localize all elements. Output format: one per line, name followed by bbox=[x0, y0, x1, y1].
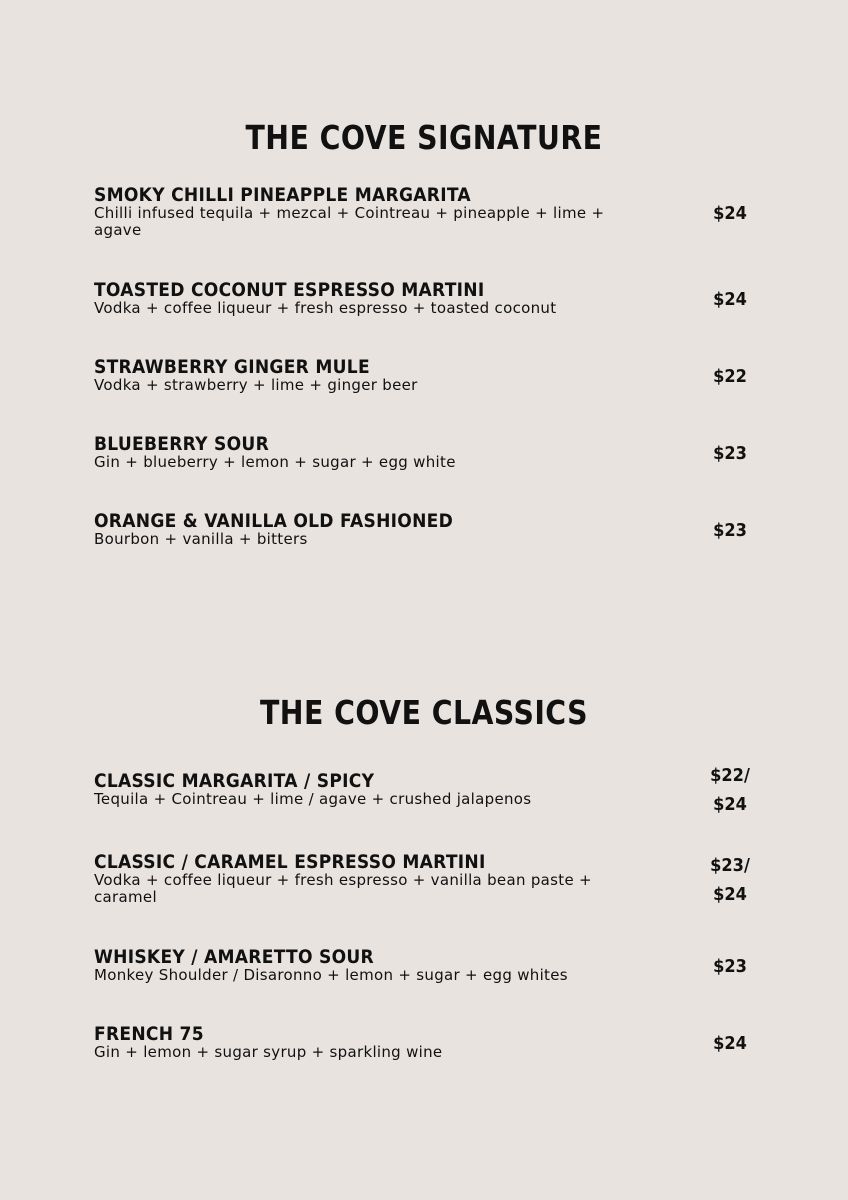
item-price bbox=[703, 851, 757, 909]
item-price: $23 bbox=[713, 520, 747, 541]
item-price: $23 bbox=[713, 443, 747, 464]
item-name: TOASTED COCONUT ESPRESSO MARTINI bbox=[94, 279, 485, 301]
item-name: SMOKY CHILLI PINEAPPLE MARGARITA bbox=[94, 184, 471, 206]
item-price: $23 bbox=[713, 956, 747, 977]
item-description: Monkey Shoulder / Disaronno + lemon + sugar + egg whites bbox=[94, 966, 568, 984]
item-description: Tequila + Cointreau + lime / agave + crushed jalapenos bbox=[94, 790, 532, 808]
section-title-signature: THE COVE SIGNATURE bbox=[245, 118, 603, 157]
item-description: Bourbon + vanilla + bitters bbox=[94, 530, 308, 548]
item-price bbox=[703, 761, 757, 819]
menu-item bbox=[94, 852, 754, 906]
menu-item bbox=[94, 185, 754, 239]
item-price-line: $24 bbox=[713, 884, 747, 905]
menu-item bbox=[94, 947, 754, 984]
item-price: $24 bbox=[713, 1033, 747, 1054]
item-price: $24 bbox=[713, 289, 747, 310]
item-description: Gin + lemon + sugar syrup + sparkling wine bbox=[94, 1043, 443, 1061]
item-description: Gin + blueberry + lemon + sugar + egg white bbox=[94, 453, 456, 471]
item-name: CLASSIC MARGARITA / SPICY bbox=[94, 770, 375, 792]
item-price: $22 bbox=[713, 366, 747, 387]
menu-item bbox=[94, 434, 754, 471]
section-title-classics: THE COVE CLASSICS bbox=[260, 693, 588, 732]
item-name: BLUEBERRY SOUR bbox=[94, 433, 270, 455]
item-name: CLASSIC / CARAMEL ESPRESSO MARTINI bbox=[94, 851, 486, 873]
menu-item bbox=[94, 280, 754, 317]
item-name: FRENCH 75 bbox=[94, 1023, 204, 1045]
item-price-line: $22/ bbox=[710, 765, 750, 786]
item-name: ORANGE & VANILLA OLD FASHIONED bbox=[94, 510, 454, 532]
item-description: Vodka + strawberry + lime + ginger beer bbox=[94, 376, 418, 394]
item-price-line: $23/ bbox=[710, 855, 750, 876]
menu-item bbox=[94, 1024, 754, 1061]
item-description: Vodka + coffee liqueur + fresh espresso + toasted coconut bbox=[94, 299, 557, 317]
menu-item bbox=[94, 511, 754, 548]
menu-item bbox=[94, 357, 754, 394]
item-description: Vodka + coffee liqueur + fresh espresso + vanilla bean paste + caramel bbox=[94, 871, 592, 906]
item-name: WHISKEY / AMARETTO SOUR bbox=[94, 946, 374, 968]
item-name: STRAWBERRY GINGER MULE bbox=[94, 356, 370, 378]
item-price: $24 bbox=[713, 203, 747, 224]
item-description: Chilli infused tequila + mezcal + Cointreau + pineapple + lime + agave bbox=[94, 204, 605, 239]
item-price-line: $24 bbox=[713, 794, 747, 815]
menu-item bbox=[94, 771, 754, 808]
